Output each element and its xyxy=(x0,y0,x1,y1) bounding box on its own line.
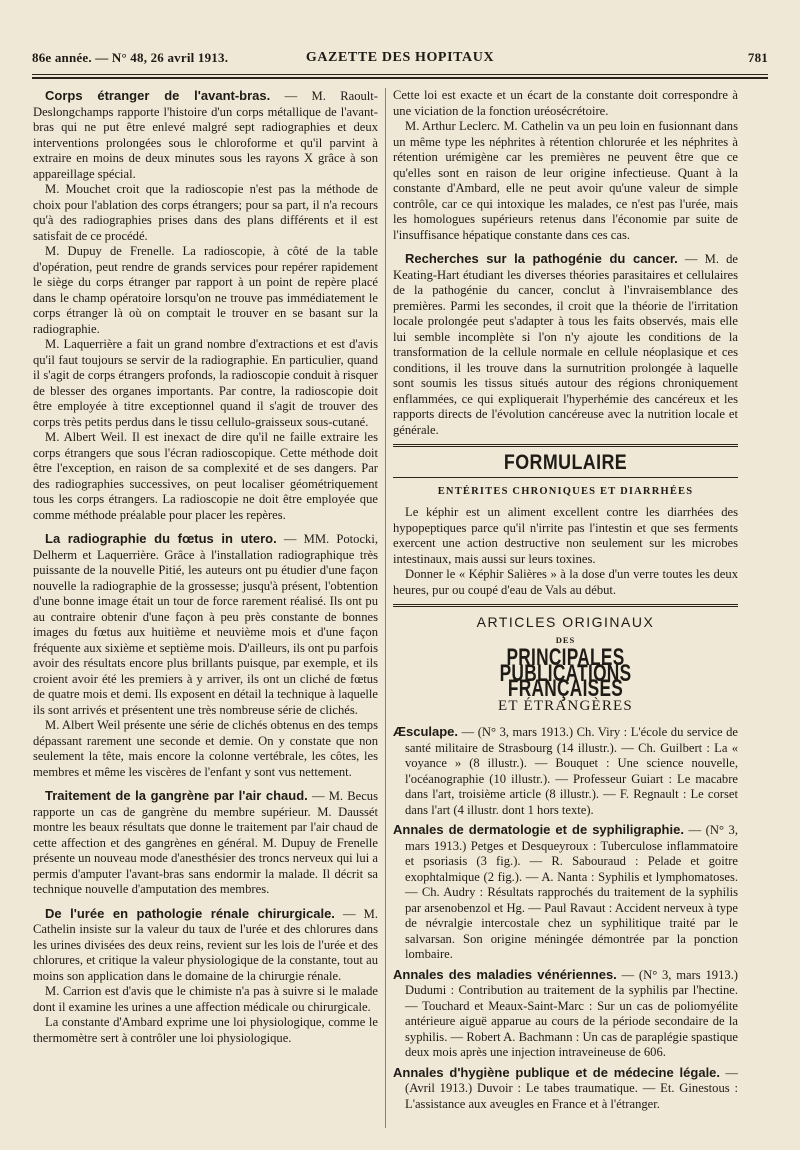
section-rule xyxy=(393,444,738,447)
formulaire-title: FORMULAIRE xyxy=(503,451,628,474)
section-title: La radiographie du fœtus in utero. xyxy=(45,531,277,546)
paragraph: — M. Raoult-Deslongchamps rapporte l'histoire d'un corps métallique de l'avant-bras qui ne put être enlevé malgré sept radiographies et deux interventions prolongées sous le chloroforme et qu'il parvint à extraire en moins de deux minutes sous les rayons X grâce à son appareillage spécial. xyxy=(33,89,378,181)
articles-heading-sub: ET ÉTRANGÈRES xyxy=(498,697,633,714)
article-entry xyxy=(393,967,738,1061)
section-foetus xyxy=(33,531,378,780)
articles-heading-main: PRINCIPALES PUBLICATIONS FRANÇAISES xyxy=(499,644,632,702)
section-title: Corps étranger de l'avant-bras. xyxy=(45,88,271,103)
page-header xyxy=(32,50,768,70)
entry-text: — (N° 3, mars 1913.) Petges et Desqueyroux : Tuberculose inflammatoire et psoriasis (3 fig.). — R. Sabouraud : Pelade et goitre exophtalmique (2 fig.). — A. Nanta : Syphilis et lymphomatoses. — Ch. Audry : Résultats rapprochés du traitement de la syphilis par arsenobenzol et Hg. — Paul Ravaut : Accident nerveux à type de névralgie intercostale chez un syphilitique traité par le salvarsan. Son origine méningée démontrée par la ponction lombaire. xyxy=(405,823,738,961)
entry-text: — (N° 3, mars 1913.) Ch. Viry : L'école du service de santé militaire de Strasbourg (14 illustr.). — Ch. Guilbert : La « voyance » (8 illustr.). — Bouquet : Une science nouvelle, l'océanographie (10 illustr.). — Professeur Guiart : Le macabre dans l'art, troisième article (8 illustr.). — F. Regnault : Le corset dans l'art (4 illustr. dont 1 hors texte). xyxy=(405,725,738,817)
paragraph: — M. Becus rapporte un cas de gangrène du membre supérieur. M. Daussét montre les beaux résultats que donne le traitement par l'air chaud de cette affection et des gangrènes en général. M. Dupuy de Frenelle présente un nouveau mode d'anesthésier des troncs nerveux qui lui a permis d'amputer l'avant-bras sans endormir la malade. Il décrit sa technique nouvelle d'amputation des membres. xyxy=(33,789,379,896)
articles-section xyxy=(393,615,738,1112)
header-rule-double xyxy=(32,77,768,79)
header-rule xyxy=(32,74,768,75)
article-entry xyxy=(393,1065,738,1113)
journal-name: Annales de dermatologie et de syphiligraphie. xyxy=(393,822,684,837)
formulaire-box xyxy=(393,451,738,598)
paragraph: M. Carrion est d'avis que le chimiste n'a pas à suivre si le malade dont il examine les urines a une affection médicale ou chirurgicale. xyxy=(33,984,378,1014)
paragraph: Donner le « Képhir Salières » à la dose d'un verre toutes les deux heures, pur ou coupé d'eau de Vals au début. xyxy=(393,567,738,597)
journal-name: Annales des maladies vénériennes. xyxy=(393,966,617,982)
paragraph: M. Albert Weil. Il est inexact de dire qu'il ne faille extraire les corps étrangers que sous l'écran radioscopique. Cette méthode doit être l'exception, en raison de sa complexité et de ses dangers. Par des radiographies successives, on peut localiser géométriquement tous les corps étrangers. La radioscopie ne doit être employée que comme méthode préalable pour placer les repères. xyxy=(33,430,378,522)
entry-text: — (Avril 1913.) Duvoir : Le tabes traumatique. — Et. Ginestous : L'assistance aux aveugles en France et à l'étranger. xyxy=(405,1065,738,1111)
section-title: Recherches sur la pathogénie du cancer. xyxy=(405,251,678,266)
section-cancer xyxy=(393,251,738,438)
journal-name: Æsculape. xyxy=(393,724,459,739)
section-uree xyxy=(33,906,378,1047)
paragraph: — MM. Potocki, Delherm et Laquerrière. Grâce à l'installation radiographique très puissante de la nouvelle Pitié, les auteurs ont pu étudier d'une façon nouvelle la radiographie de la grossesse; jusqu'à présent, l'obtention d'une bonne image était un tour de force rarement réalisé. Ils ont pu au contraire obtenir d'une façon à peu près constante de bonnes images du fœtus aux huitième et neuvième mois et d'une façon fréquente aux sixième et septième mois. D'ailleurs, ils ont pu parfois avoir des résultats encore plus brillants puisque, par exemple, et ils croient avoir été les premiers à y arriver, ils ont un cliché de fœtus de quatre mois et demi. Ils exposent en détail la technique à laquelle ils sont arrivés et présentent une très nombreuse série de clichés. xyxy=(33,532,379,717)
paragraph: M. Dupuy de Frenelle. La radioscopie, à côté de la table d'opération, peut rendre de grands services pour repérer rapidement le siège du corps étranger par rapport à un point de repère placé dans le champ opératoire lorsqu'on ne trouve pas immédiatement le corps étranger là où on comptait le trouver en se basant sur la radiographie. xyxy=(33,244,378,336)
paragraph: — M. Cathelin insiste sur la valeur du taux de l'urée et des chlorures dans les urines divisées des deux reins, revient sur les lois de l'urée et des chlorures, et critique la valeur physiologique de la constante, tout au moins son application dans le domaine de la chirurgie rénale. xyxy=(33,906,379,983)
page-number: 781 xyxy=(747,50,768,65)
paragraph: — M. de Keating-Hart étudiant les diverses théories parasitaires et cellulaires de la pathogénie du cancer, conclut à l'invraisemblance des premières. Parmi les secondes, il croit que la théorie de l'irritation locale prolongée peut s'adapter à tous les faits observés, mais elle lui semble incomplète si l'on n'y ajoute les conditions de la transformation de la cellule normale en cellule néoplasique et ces conditions, il les trouve dans la surnutrition prolongée à laquelle sont soumis les tissus situés autour des régions chroniquement enflammées, ce qui expliquerait l'hyperhémie des cancéreux et les rapports directs de l'évolution cancéreuse avec la nutrition locale et générale. xyxy=(393,252,739,437)
paragraph: La constante d'Ambard exprime une loi physiologique, comme le thermomètre sert à contrôler une loi physiologique. xyxy=(33,1015,378,1045)
section-title: De l'urée en pathologie rénale chirurgicale. xyxy=(45,905,335,921)
column-separator xyxy=(385,88,386,1128)
paragraph: Cette loi est exacte et un écart de la constante doit correspondre à une viciation de la fonction uréosécrétoire. xyxy=(393,88,738,118)
journal-name: Annales d'hygiène publique et de médecine légale. xyxy=(393,1064,721,1080)
paragraph: M. Albert Weil présente une série de clichés obtenus en des temps dépassant rarement une seconde et demie. On y constate que non seulement la tête, mais encore la colonne vertébrale, les côtes, les membres et même les viscères de l'enfant y sont vus nettement. xyxy=(33,718,378,779)
left-column xyxy=(33,88,378,1046)
entry-text: — (N° 3, mars 1913.) Dudumi : Contribution au traitement de la syphilis par l'hectine. — Touchard et Meaux-Saint-Marc : Sur un cas de poliomyélite antérieure aiguë apparue au cours de la période secondaire de la syphilis. — Robert A. Bachmann : Un cas de paraplégie spastique deux mois après une injection intraveineuse de 606. xyxy=(405,967,738,1059)
paragraph: M. Laquerrière a fait un grand nombre d'extractions et est d'avis qu'il faut toujours se servir de la radiographie. En particulier, quand il s'agit de corps étrangers profonds, la radioscopie conduit à risquer de blesser des organes importants. Par contre, la radioscopie doit être employée à titre exceptionnel quand il s'agit de trouver des corps très petits perdus dans le tissu cellulo-graisseux sous-cutané. xyxy=(33,337,378,429)
formulaire-subtitle: ENTÉRITES CHRONIQUES ET DIARRHÉES xyxy=(437,485,694,497)
section-corps-etranger xyxy=(33,88,378,523)
paragraph: M. Arthur Leclerc. M. Cathelin va un peu loin en fusionnant dans un même type les néphrites à rétention chlorurée et les néphrites à rétention urémigène car les premières ne peuvent être que ce qu'elles sont en raison de leur origine infectieuse. Quant à la constante d'Ambard, elle ne peut avoir qu'une valeur de simple contrôle, car ce qui intoxique les malades, ce n'est pas l'urée, mais les homologues supérieurs retenus dans l'économie par suite de l'insuffisance hépatique constante dans ces cas. xyxy=(393,119,738,242)
paragraph: Le képhir est un aliment excellent contre les diarrhées des hypopeptiques parce qu'il n'irrite pas l'intestin et que ses ferments exercent une action destructive non seulement sur les microbes intestinaux, mais aussi sur leurs toxines. xyxy=(393,505,738,566)
articles-heading-des: DES xyxy=(555,634,576,645)
article-entry xyxy=(393,822,738,963)
issue-info: 86e année. — N° 48, 26 avril 1913. xyxy=(32,50,229,65)
title-underline xyxy=(393,477,738,478)
paragraph: M. Mouchet croit que la radioscopie n'est pas la méthode de choix pour l'ablation des corps étrangers; pour sa part, il n'a recours qu'à des radiographies prises dans des plans différents et il est satisfait de ce procédé. xyxy=(33,182,378,243)
journal-title: GAZETTE DES HOPITAUX xyxy=(305,50,495,65)
section-rule xyxy=(393,604,738,607)
section-title: Traitement de la gangrène par l'air chaud. xyxy=(45,788,308,803)
articles-heading: ARTICLES ORIGINAUX xyxy=(476,614,655,630)
section-gangrene xyxy=(33,788,378,898)
right-column xyxy=(393,88,738,1112)
article-entry xyxy=(393,724,738,818)
